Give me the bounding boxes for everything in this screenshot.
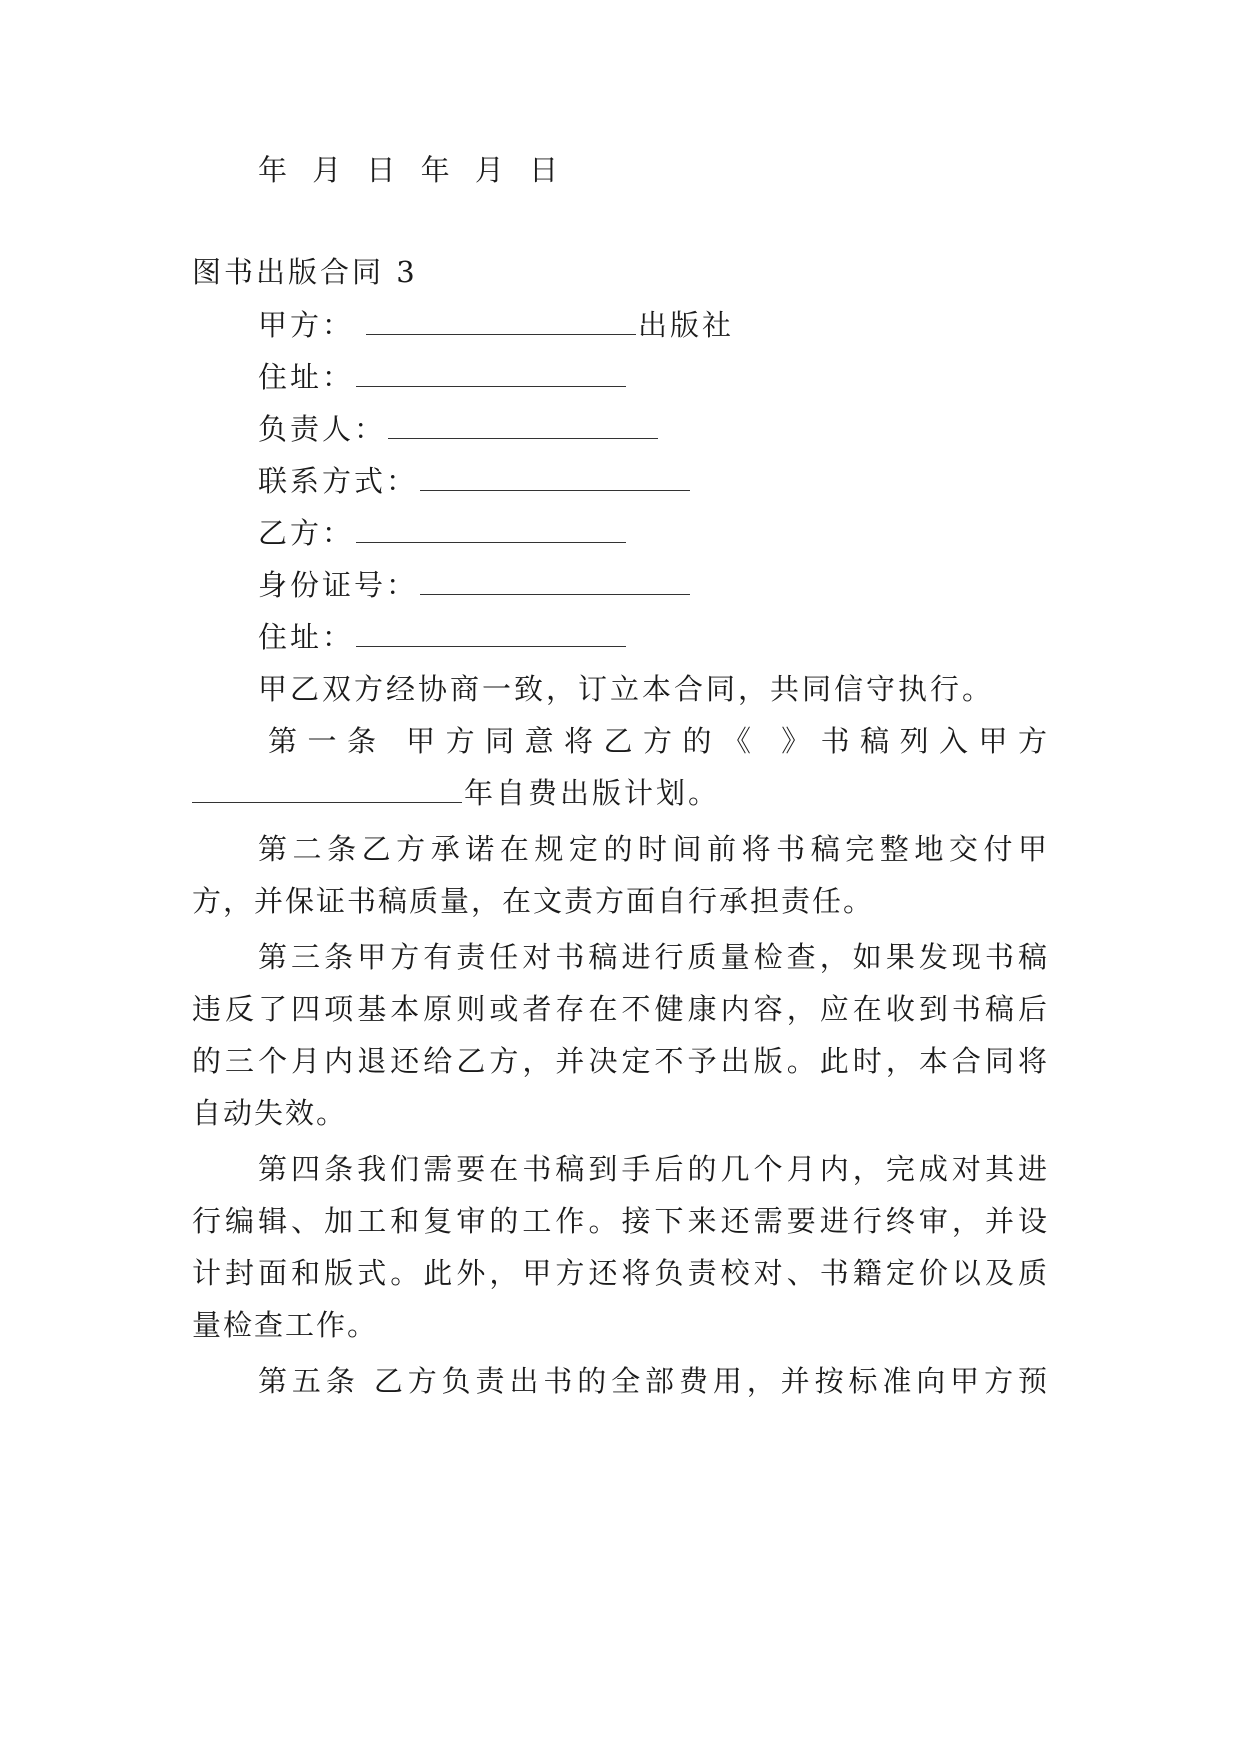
field-responsible-person: [258, 409, 660, 449]
article-2-line-2: 方，并保证书稿质量，在文责方面自行承担责任。: [192, 884, 875, 918]
field-address-a: [258, 357, 628, 397]
article-3-line-1: 第三条甲方有责任对书稿进行质量检查，如果发现书稿: [258, 940, 1049, 974]
article-1-line-1: 第一条 甲方同意将乙方的《 》书稿列入甲方: [268, 724, 1049, 758]
fill-blank: [420, 568, 690, 595]
field-label: 负责人：: [258, 412, 387, 446]
fill-blank: [356, 360, 626, 387]
article-4-line-3: 计封面和版式。此外，甲方还将负责校对、书籍定价以及质: [192, 1256, 1049, 1290]
fill-blank: [388, 412, 658, 439]
article-4-line-4: 量检查工作。: [192, 1308, 379, 1342]
article-3-line-4: 自动失效。: [192, 1096, 348, 1130]
field-suffix: 出版社: [638, 308, 735, 342]
field-label: 乙方：: [258, 516, 355, 550]
date-line: 年 月 日 年 月 日: [258, 153, 567, 187]
fill-blank: [192, 776, 462, 803]
article-3-line-2: 违反了四项基本原则或者存在不健康内容，应在收到书稿后: [192, 992, 1049, 1026]
fill-blank: [356, 516, 626, 543]
fill-blank: [356, 620, 626, 647]
field-id-number: [258, 565, 692, 605]
field-address-b: [258, 617, 628, 657]
field-contact: [258, 461, 692, 501]
intro-paragraph: 甲乙双方经协商一致，订立本合同，共同信守执行。: [258, 672, 995, 706]
article-1-line-2: [192, 773, 720, 813]
article-2-line-1: 第二条乙方承诺在规定的时间前将书稿完整地交付甲: [258, 832, 1049, 866]
field-party-a: [258, 305, 734, 345]
fill-blank: [366, 308, 636, 335]
fill-blank: [420, 464, 690, 491]
field-label: 联系方式：: [258, 464, 419, 498]
article-4-line-1: 第四条我们需要在书稿到手后的几个月内，完成对其进: [258, 1152, 1049, 1186]
field-label: 住址：: [258, 620, 355, 654]
field-label: 身份证号：: [258, 568, 419, 602]
article-4-line-2: 行编辑、加工和复审的工作。接下来还需要进行终审，并设: [192, 1204, 1049, 1238]
article-3-line-3: 的三个月内退还给乙方，并决定不予出版。此时，本合同将: [192, 1044, 1049, 1078]
contract-title: 图书出版合同 3: [192, 255, 418, 289]
article-1-suffix: 年自费出版计划。: [464, 776, 721, 810]
article-5-line-1: 第五条 乙方负责出书的全部费用，并按标准向甲方预: [258, 1364, 1049, 1398]
field-party-b: [258, 513, 628, 553]
field-label: 甲方：: [258, 308, 355, 342]
field-label: 住址：: [258, 360, 355, 394]
